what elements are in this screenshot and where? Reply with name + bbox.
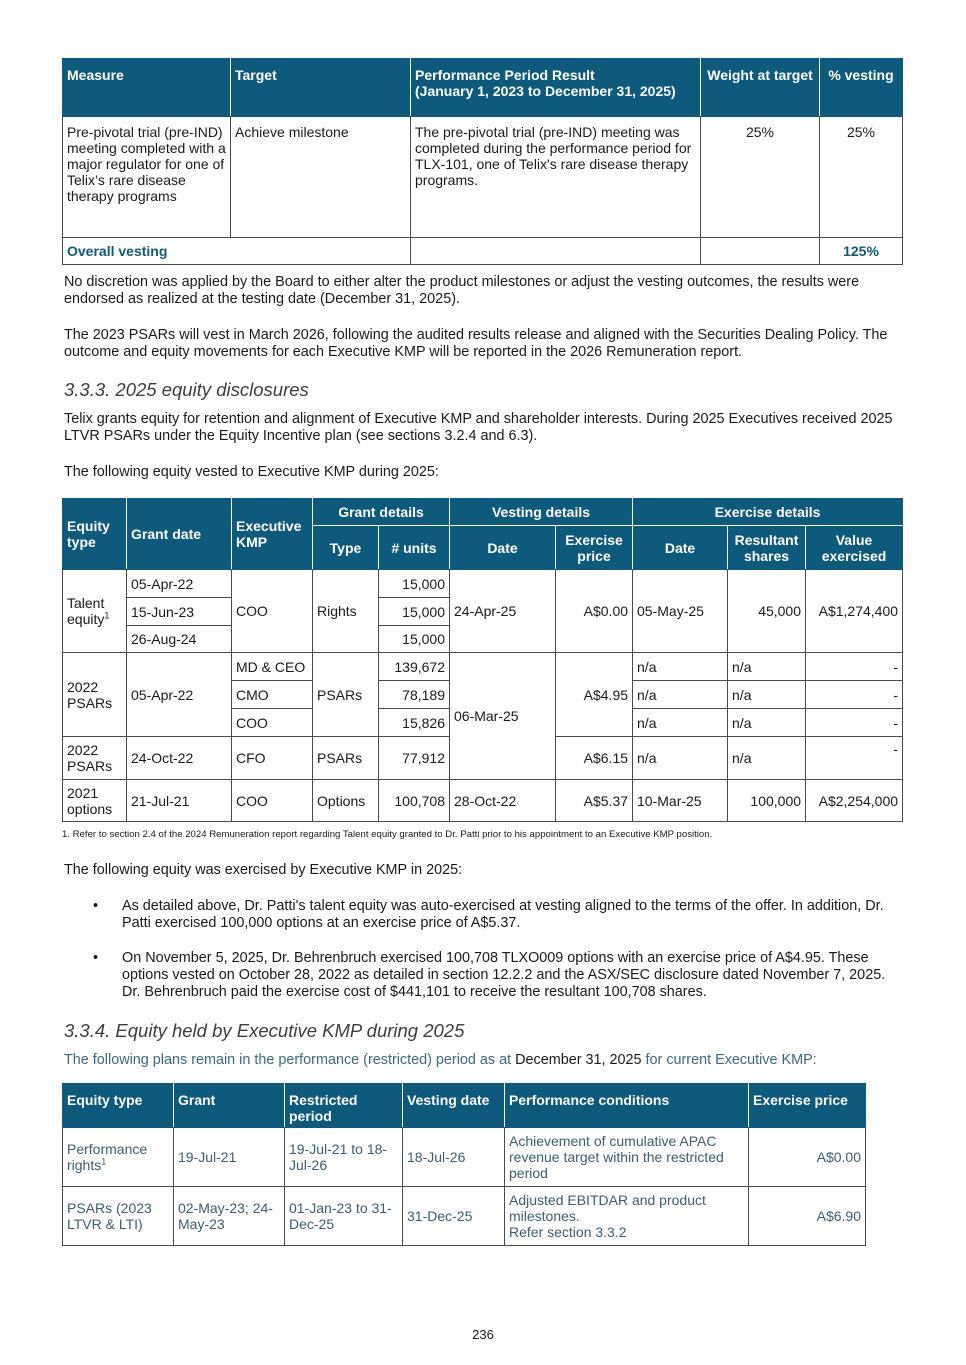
exercised-intro-paragraph: The following equity was exercised by Executive KMP in 2025: — [64, 862, 463, 878]
table-row — [63, 1128, 866, 1187]
cell-grant-date: 24-Oct-22 — [127, 737, 232, 780]
overall-vesting-value: 125% — [820, 238, 903, 265]
table-row — [63, 1187, 866, 1246]
cell-equity-type: 2021 options — [63, 780, 127, 822]
cell-grant-date: 26-Aug-24 — [127, 626, 232, 653]
cell-kmp: COO — [232, 780, 313, 822]
cell-measure: Pre-pivotal trial (pre-IND) meeting completed with a major regulator for one of Telix’s rare disease therapy programs — [63, 117, 231, 238]
vested-equity-table — [62, 498, 903, 822]
header-equity-type: Equity type — [63, 1084, 174, 1128]
cell-vest-date: 24-Apr-25 — [450, 570, 556, 653]
bullet-text: On November 5, 2025, Dr. Behrenbruch exercised 100,708 TLXO009 options with an exercise price of A$4.95. These options vested on October 28, 2022 as detailed in section 12.2.2 and the ASX/SEC disclosure dated November 7, 2025. Dr. Behrenbruch paid the exercise cost of $441,101 to receive the resultant 100,708 shares. — [122, 950, 886, 1000]
page-number: 236 — [472, 1327, 494, 1342]
restricted-intro-text-end: for current Executive KMP: — [641, 1052, 817, 1068]
cell-grant-date: 21-Jul-21 — [127, 780, 232, 822]
cell-exercise-price: A$0.00 — [749, 1128, 866, 1187]
header-performance-conditions: Performance conditions — [505, 1084, 749, 1128]
cell-performance-conditions: Adjusted EBITDAR and product milestones. Refer section 3.3.2 — [505, 1187, 749, 1246]
cell-kmp: CMO — [232, 681, 313, 709]
cell-exercise-date: 05-May-25 — [633, 570, 728, 653]
cell-exercise-date: n/a — [633, 709, 728, 737]
section-heading-333: 3.3.3. 2025 equity disclosures — [64, 379, 309, 400]
header-vesting: % vesting — [820, 59, 903, 117]
table-row — [63, 780, 903, 822]
vesting-results-table — [62, 58, 903, 265]
bullet-icon: • — [93, 950, 99, 966]
cell-equity-type: 2022 PSARs — [63, 737, 127, 780]
cell-resultant-shares: 45,000 — [728, 570, 806, 653]
restricted-intro-date: December 31, 2025 — [515, 1052, 642, 1068]
cell-kmp: MD & CEO — [232, 653, 313, 681]
bullet-icon: • — [93, 898, 99, 914]
discretion-paragraph: No discretion was applied by the Board to either alter the product milestones or adjust the vesting outcomes, the results were endorsed as realized at the testing date (December 31, 2025). — [64, 274, 860, 307]
cell-grant-date: 05-Apr-22 — [127, 653, 232, 737]
cell-exercise-date: 10-Mar-25 — [633, 780, 728, 822]
cell-equity-type: PSARs (2023 LTVR & LTI) — [63, 1187, 174, 1246]
list-item — [64, 950, 899, 1001]
cell-units: 15,000 — [379, 626, 450, 653]
header-measure: Measure — [63, 59, 231, 117]
cell-equity-type — [63, 570, 127, 653]
header-exercise-price: Exercise price — [556, 526, 633, 570]
header-vesting-details: Vesting details — [450, 499, 633, 526]
total-empty-cell — [411, 238, 701, 265]
cell-vest-date: 28-Oct-22 — [450, 780, 556, 822]
cell-performance-conditions: Achievement of cumulative APAC revenue target within the restricted period — [505, 1128, 749, 1187]
cell-vesting: 25% — [820, 117, 903, 238]
header-grant-date: Grant date — [127, 499, 232, 570]
header-exercise-price: Exercise price — [749, 1084, 866, 1128]
bullet-text: As detailed above, Dr. Patti's talent equity was auto-exercised at vesting aligned to the terms of the offer. In addition, Dr. Patti exercised 100,000 options at an exercise price of A$5.37. — [122, 898, 884, 931]
header-vesting-date: Vesting date — [403, 1084, 505, 1128]
footnote-marker: 1 — [101, 1156, 107, 1167]
cell-units: 78,189 — [379, 681, 450, 709]
cell-type: PSARs — [313, 737, 379, 780]
cell-units: 15,000 — [379, 598, 450, 626]
header-grant: Grant — [174, 1084, 285, 1128]
cell-equity-type — [63, 1128, 174, 1187]
cell-value-exercised: - — [806, 681, 903, 709]
header-equity-type: Equity type — [63, 499, 127, 570]
footnote-marker: 1 — [104, 610, 110, 621]
section-heading-334: 3.3.4. Equity held by Executive KMP during 2025 — [64, 1020, 465, 1041]
cell-restricted-period: 19-Jul-21 to 18-Jul-26 — [285, 1128, 403, 1187]
header-result: Performance Period Result (January 1, 2023 to December 31, 2025) — [411, 59, 701, 117]
header-resultant-shares: Resultant shares — [728, 526, 806, 570]
header-target: Target — [231, 59, 411, 117]
cell-exercise-date: n/a — [633, 653, 728, 681]
cell-result: The pre-pivotal trial (pre-IND) meeting was completed during the performance period for TLX-101, one of Telix's rare disease therapy programs. — [411, 117, 701, 238]
cell-units: 15,000 — [379, 570, 450, 598]
equity-type-text: Performance rights — [67, 1141, 148, 1173]
cell-resultant-shares: 100,000 — [728, 780, 806, 822]
cell-vest-date: 06-Mar-25 — [450, 653, 556, 780]
cell-weight: 25% — [701, 117, 820, 238]
overall-vesting-label: Overall vesting — [63, 238, 411, 265]
header-units: # units — [379, 526, 450, 570]
cell-value-exercised: A$2,254,000 — [806, 780, 903, 822]
header-weight: Weight at target — [701, 59, 820, 117]
restricted-intro-text: The following plans remain in the performance (restricted) period as at — [64, 1052, 516, 1068]
cell-value-exercised: A$1,274,400 — [806, 570, 903, 653]
total-empty-cell — [701, 238, 820, 265]
cell-exercise-price: A$4.95 — [556, 653, 633, 737]
cell-exercise-date: n/a — [633, 737, 728, 780]
footnote: 1. Refer to section 2.4 of the 2024 Remuneration report regarding Talent equity granted to Dr. Patti prior to his appointment to an Executive KMP position. — [62, 829, 713, 840]
header-value-exercised: Value exercised — [806, 526, 903, 570]
cell-resultant-shares: n/a — [728, 681, 806, 709]
psars-vest-paragraph: The 2023 PSARs will vest in March 2026, following the audited results release and aligned with the Securities Dealing Policy. The outcome and equity movements for each Executive KMP will be reported in the 2026 Remuneration report. — [64, 327, 888, 360]
cell-resultant-shares: n/a — [728, 709, 806, 737]
table-row — [63, 117, 903, 238]
cell-type: Options — [313, 780, 379, 822]
exercised-bullet-list — [64, 898, 899, 1001]
total-row — [63, 238, 903, 265]
cell-target: Achieve milestone — [231, 117, 411, 238]
cell-kmp: CFO — [232, 737, 313, 780]
cell-units: 15,826 — [379, 709, 450, 737]
table-row — [63, 570, 903, 598]
table-row — [63, 653, 903, 681]
cell-resultant-shares: n/a — [728, 653, 806, 681]
cell-exercise-price: A$6.90 — [749, 1187, 866, 1246]
cell-value-exercised: - — [806, 709, 903, 737]
cell-equity-type: 2022 PSARs — [63, 653, 127, 737]
equity-grant-paragraph: Telix grants equity for retention and alignment of Executive KMP and shareholder interests. During 2025 Executives received 2025 LTVR PSARs under the Equity Incentive plan (see sections 3.2.4 and 6.3). — [64, 411, 893, 444]
header-executive-kmp: Executive KMP — [232, 499, 313, 570]
cell-units: 77,912 — [379, 737, 450, 780]
cell-grant: 19-Jul-21 — [174, 1128, 285, 1187]
cell-exercise-date: n/a — [633, 681, 728, 709]
header-restricted-period: Restricted period — [285, 1084, 403, 1128]
cell-grant-date: 15-Jun-23 — [127, 598, 232, 626]
cell-kmp: COO — [232, 709, 313, 737]
cell-units: 100,708 — [379, 780, 450, 822]
cell-units: 139,672 — [379, 653, 450, 681]
header-type: Type — [313, 526, 379, 570]
cell-type: Rights — [313, 570, 379, 653]
cell-grant-date: 05-Apr-22 — [127, 570, 232, 598]
header-exercise-details: Exercise details — [633, 499, 903, 526]
cell-exercise-price: A$5.37 — [556, 780, 633, 822]
cell-value-exercised: - — [806, 737, 903, 780]
equity-held-table — [62, 1083, 866, 1246]
header-exercise-date: Date — [633, 526, 728, 570]
header-vest-date: Date — [450, 526, 556, 570]
cell-type: PSARs — [313, 653, 379, 737]
equity-type-text: Talent equity — [67, 595, 105, 627]
cell-restricted-period: 01-Jan-23 to 31-Dec-25 — [285, 1187, 403, 1246]
cell-kmp: COO — [232, 570, 313, 653]
cell-vesting-date: 31-Dec-25 — [403, 1187, 505, 1246]
cell-grant: 02-May-23; 24-May-23 — [174, 1187, 285, 1246]
cell-vesting-date: 18-Jul-26 — [403, 1128, 505, 1187]
cell-resultant-shares: n/a — [728, 737, 806, 780]
cell-value-exercised: - — [806, 653, 903, 681]
cell-exercise-price: A$6.15 — [556, 737, 633, 780]
vested-intro-paragraph: The following equity vested to Executive KMP during 2025: — [64, 464, 439, 480]
header-grant-details: Grant details — [313, 499, 450, 526]
restricted-intro-paragraph — [64, 1052, 924, 1069]
cell-exercise-price: A$0.00 — [556, 570, 633, 653]
list-item — [64, 898, 899, 932]
